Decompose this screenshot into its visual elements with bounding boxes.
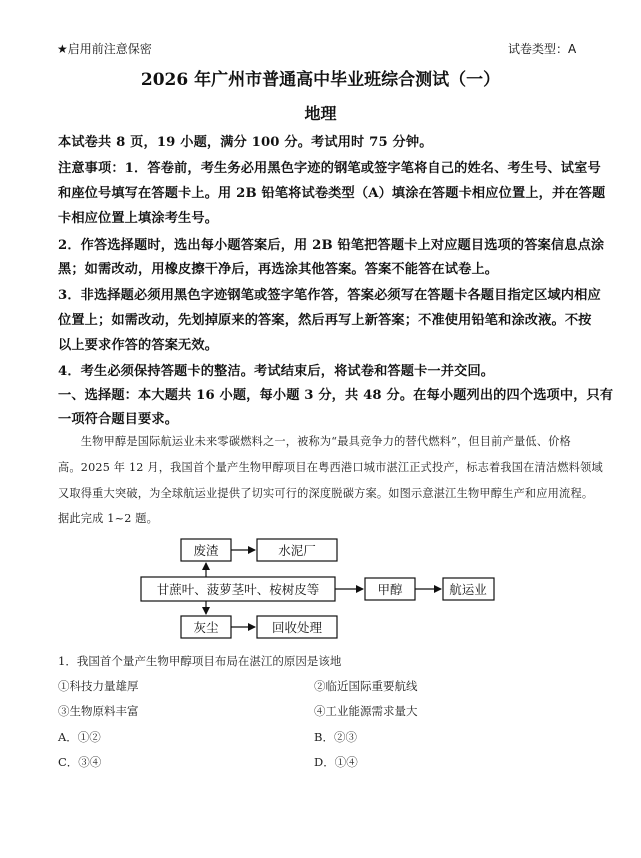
note-line: 位置上；如需改动，先划掉原来的答案，然后再写上新答案；不准使用铅笔和涂改液。不按: [58, 313, 592, 328]
note-line: 注意事项：1．答卷前，考生务必用黑色字迹的钢笔或签字笔将自己的姓名、考生号、试室号: [58, 161, 601, 176]
passage-line: 生物甲醇是国际航运业未来零碳燃料之一，被称为“最具竞争力的替代燃料”，但目前产量低、价格: [58, 435, 571, 448]
question-stem: 1．我国首个量产生物甲醇项目布局在湛江的原因是该地: [58, 654, 342, 668]
passage-line: 高。2025 年 12 月，我国首个量产生物甲醇项目在粤西港口城市湛江正式投产，标志着我国在清洁燃料领域: [58, 461, 603, 474]
section-heading: 一项符合题目要求。: [58, 412, 179, 427]
note-line: 3．非选择题必须用黑色字迹钢笔或签字笔作答，答案必须写在答题卡各题目指定区域内相应: [58, 288, 601, 303]
question-option: ②临近国际重要航线: [314, 679, 418, 693]
subject-title: 地理: [304, 104, 337, 123]
answer-choice-b[interactable]: B．②③: [314, 730, 357, 744]
note-line: 2．作答选择题时，选出每小题答案后，用 2B 铅笔把答题卡上对应题目选项的答案信息点涂: [58, 238, 605, 253]
note-line: 以上要求作答的答案无效。: [58, 338, 219, 353]
answer-choice-c[interactable]: C．③④: [58, 755, 102, 769]
section-heading: 一、选择题：本大题共 16 小题，每小题 3 分，共 48 分。在每小题列出的四个选项中，只有: [58, 388, 614, 403]
methanol-label: 甲醇: [377, 582, 403, 597]
note-line: 卡相应位置上填涂考生号。: [58, 211, 219, 226]
ash-label: 灰尘: [193, 620, 219, 635]
recycle-label: 回收处理: [271, 620, 323, 635]
cement-label: 水泥厂: [278, 543, 316, 558]
shipping-label: 航运业: [449, 582, 487, 597]
answer-choice-d[interactable]: D．①④: [314, 755, 358, 769]
waste-label: 废渣: [193, 543, 219, 558]
paper-type-label: 试卷类型：A: [508, 42, 577, 56]
raw-material-label: 甘蔗叶、菠萝茎叶、桉树皮等: [156, 582, 320, 597]
intro-line: 本试卷共 8 页，19 小题，满分 100 分。考试用时 75 分钟。: [58, 135, 433, 150]
question-option: ③生物原料丰富: [58, 704, 139, 718]
note-line: 4．考生必须保持答题卡的整洁。考试结束后，将试卷和答题卡一并交回。: [58, 364, 495, 379]
passage-line: 据此完成 1~2 题。: [58, 512, 159, 525]
question-option: ①科技力量雄厚: [58, 679, 139, 693]
note-line: 和座位号填写在答题卡上。用 2B 铅笔将试卷类型（A）填涂在答题卡相应位置上，并在答题: [58, 186, 606, 201]
confidential-label: ★启用前注意保密: [57, 42, 152, 56]
answer-choice-a[interactable]: A．①②: [58, 730, 101, 744]
exam-title: 2026 年广州市普通高中毕业班综合测试（一）: [140, 70, 501, 90]
passage-line: 又取得重大突破，为全球航运业提供了切实可行的深度脱碳方案。如图示意湛江生物甲醇生产和应用流程。: [58, 487, 594, 500]
question-option: ④工业能源需求量大: [314, 704, 418, 718]
note-line: 黑；如需改动，用橡皮擦干净后，再选涂其他答案。答案不能答在试卷上。: [58, 262, 499, 277]
